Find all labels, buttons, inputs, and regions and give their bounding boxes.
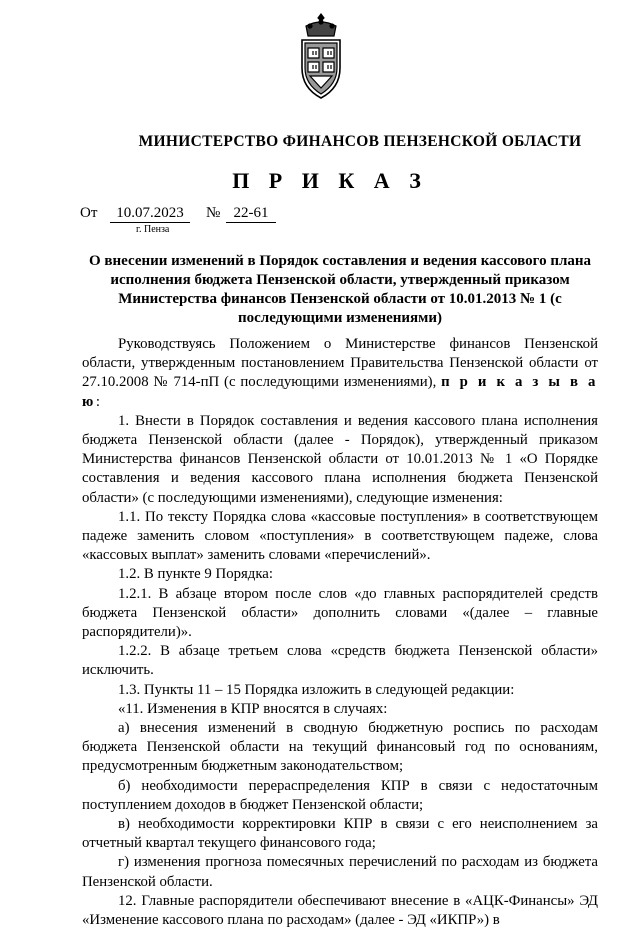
paragraph-1-2-2: 1.2.2. В абзаце третьем слова «средств бюджета Пензенской области» исключить. [82, 643, 598, 679]
intro-text: Руководствуясь Положением о Министерстве финансов Пензенской области, утвержденным постановлением Правительства Пензенской области от 27.10.2008 № 714-пП (с последующими изменениями), [82, 336, 598, 391]
paragraph-1-3: 1.3. Пункты 11 – 15 Порядка изложить в следующей редакции: [118, 681, 515, 698]
paragraph-v: в) необходимости корректировки КПР в связи с его неисполнением за отчетный квартал текущего финансового года; [82, 816, 598, 852]
date-prefix: От [80, 205, 98, 221]
order-colon: : [95, 393, 101, 410]
paragraph-a: а) внесения изменений в сводную бюджетную роспись по расходам бюджета Пензенской области на текущий финансовый год по основаниям, предусмотренным бюджетным законодательством; [82, 720, 598, 775]
paragraph-1-2: 1.2. В пункте 9 Порядка: [118, 566, 273, 583]
number-prefix: № [206, 205, 221, 221]
coat-of-arms-emblem [292, 12, 350, 104]
order-word: п р и к а з ы в а ю [82, 374, 598, 410]
paragraph-b: б) необходимости перераспределения КПР в связи с недостаточным поступлением доходов в бюджет Пензенской области; [82, 777, 598, 813]
document-type: П Р И К А З [232, 168, 428, 193]
order-body [82, 335, 598, 930]
paragraph-12: 12. Главные распорядители обеспечивают внесение в «АЦК-Финансы» ЭД «Изменение кассового плана по расходам» (далее - ЭД «ИКПР») в [82, 892, 598, 929]
order-number: 22-61 [226, 205, 276, 223]
paragraph-1-2-1: 1.2.1. В абзаце втором после слов «до главных распорядителей средств бюджета Пензенской области» дополнить словами «(далее – главные распорядители)». [82, 585, 598, 641]
intro-paragraph [82, 335, 598, 412]
order-title: О внесении изменений в Порядок составления и ведения кассового плана исполнения бюджета Пензенской области, утвержденный приказом Министерства финансов Пензенской области от 10.01.2013 № 1 (с последующими изменениями) [88, 253, 592, 326]
order-date: 10.07.2023 [110, 205, 190, 223]
paragraph-1-1: 1.1. По тексту Порядка слова «кассовые поступления» в соответствующем падеже заменить словом «поступления» в соответствующем падеже, слова «кассовых выплат» заменить словами «перечислений». [82, 508, 598, 564]
paragraph-1: 1. Внести в Порядок составления и ведения кассового плана исполнения бюджета Пензенской области (далее - Порядок), утвержденный приказом Министерства финансов Пензенской области от 10.01.2013 № 1 «О Порядке составления и ведения кассового плана исполнения бюджета Пензенской области» (с последующими изменениями), следующие изменения: [82, 412, 598, 506]
city-label: г. Пенза [136, 224, 170, 235]
paragraph-11: «11. Изменения в КПР вносятся в случаях: [118, 700, 388, 717]
ministry-name: МИНИСТЕРСТВО ФИНАНСОВ ПЕНЗЕНСКОЙ ОБЛАСТИ [138, 133, 582, 150]
paragraph-g: г) изменения прогноза помесячных перечислений по расходам из бюджета Пензенской области. [82, 854, 598, 890]
